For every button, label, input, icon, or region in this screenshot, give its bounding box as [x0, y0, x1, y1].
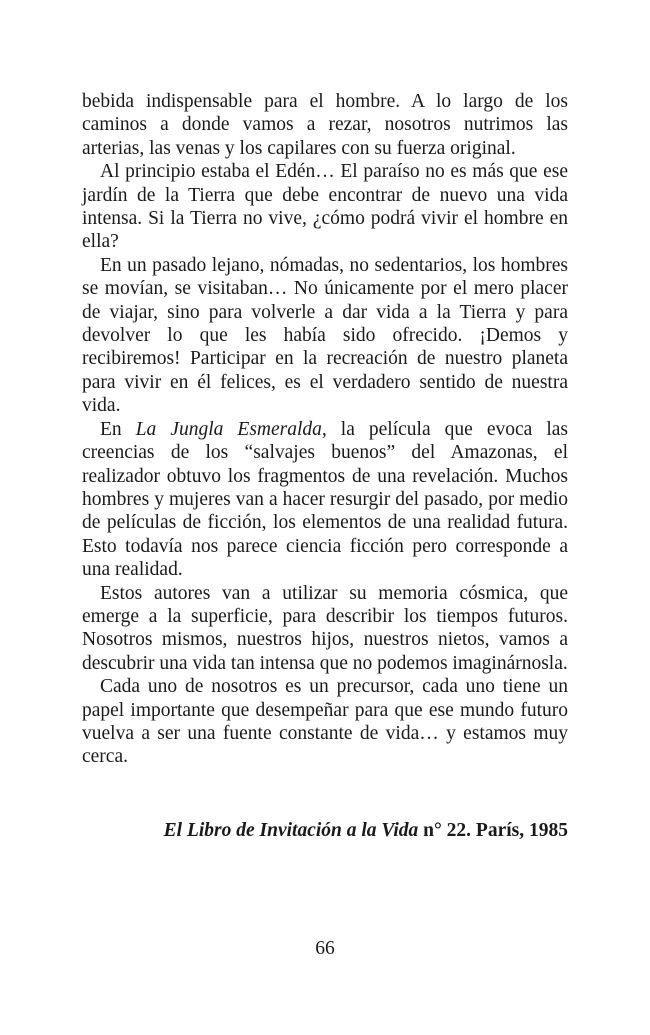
paragraph-1	[82, 90, 568, 160]
paragraph-3-text: En un pasado lejano, nómadas, no sedentarios, los hombres se movían, se visitaban… No únicamente por el mero placer de viajar, sino para volverle a dar vida a la Tierra y para devolver lo que les había sido ofrecido. ¡Demos y recibiremos! Participar en la recreación de nuestro planeta para vivir en él felices, es el verdadero sentido de nuestra vida.	[82, 254, 568, 417]
paragraph-4-text-before: En	[100, 418, 136, 440]
paragraph-1-text: bebida indispensable para el hombre. A lo largo de los caminos a donde vamos a rezar, nosotros nutrimos las arterias, las venas y los capilares con su fuerza original.	[82, 91, 568, 159]
paragraph-6	[82, 675, 568, 769]
page-body	[82, 90, 568, 769]
paragraph-4-text-after: , la película que evoca las creencias de los “salvajes buenos” del Amazonas, el realizador obtuvo los fragmentos de una revelación. Muchos hombres y mujeres van a hacer resurgir del pasado, por medio de películas de ficción, los elementos de una realidad futura. Esto todavía nos parece ciencia ficción pero corresponde a una realidad.	[82, 418, 568, 581]
citation-rest: n° 22. París, 1985	[418, 820, 568, 841]
citation-title: El Libro de Invitación a la Vida	[163, 820, 419, 841]
paragraph-3	[82, 254, 568, 418]
paragraph-2-text: Al principio estaba el Edén… El paraíso no es más que ese jardín de la Tierra que debe encontrar de nuevo una vida intensa. Si la Tierra no vive, ¿cómo podrá vivir el hombre en ella?	[82, 161, 568, 253]
paragraph-4	[82, 418, 568, 582]
paragraph-5-text: Estos autores van a utilizar su memoria cósmica, que emerge a la superficie, para describir los tiempos futuros. Nosotros mismos, nuestros hijos, nuestros nietos, vamos a descubrir una vida tan intensa que no podemos imaginárnosla.	[82, 582, 568, 674]
citation	[82, 819, 568, 843]
film-title: La Jungla Esmeralda	[135, 418, 322, 440]
page-number: 66	[315, 938, 335, 959]
paragraph-2	[82, 160, 568, 254]
paragraph-6-text: Cada uno de nosotros es un precursor, cada uno tiene un papel importante que desempeñar para que ese mundo futuro vuelva a ser una fuente constante de vida… y estamos muy cerca.	[82, 676, 568, 768]
paragraph-5	[82, 582, 568, 676]
